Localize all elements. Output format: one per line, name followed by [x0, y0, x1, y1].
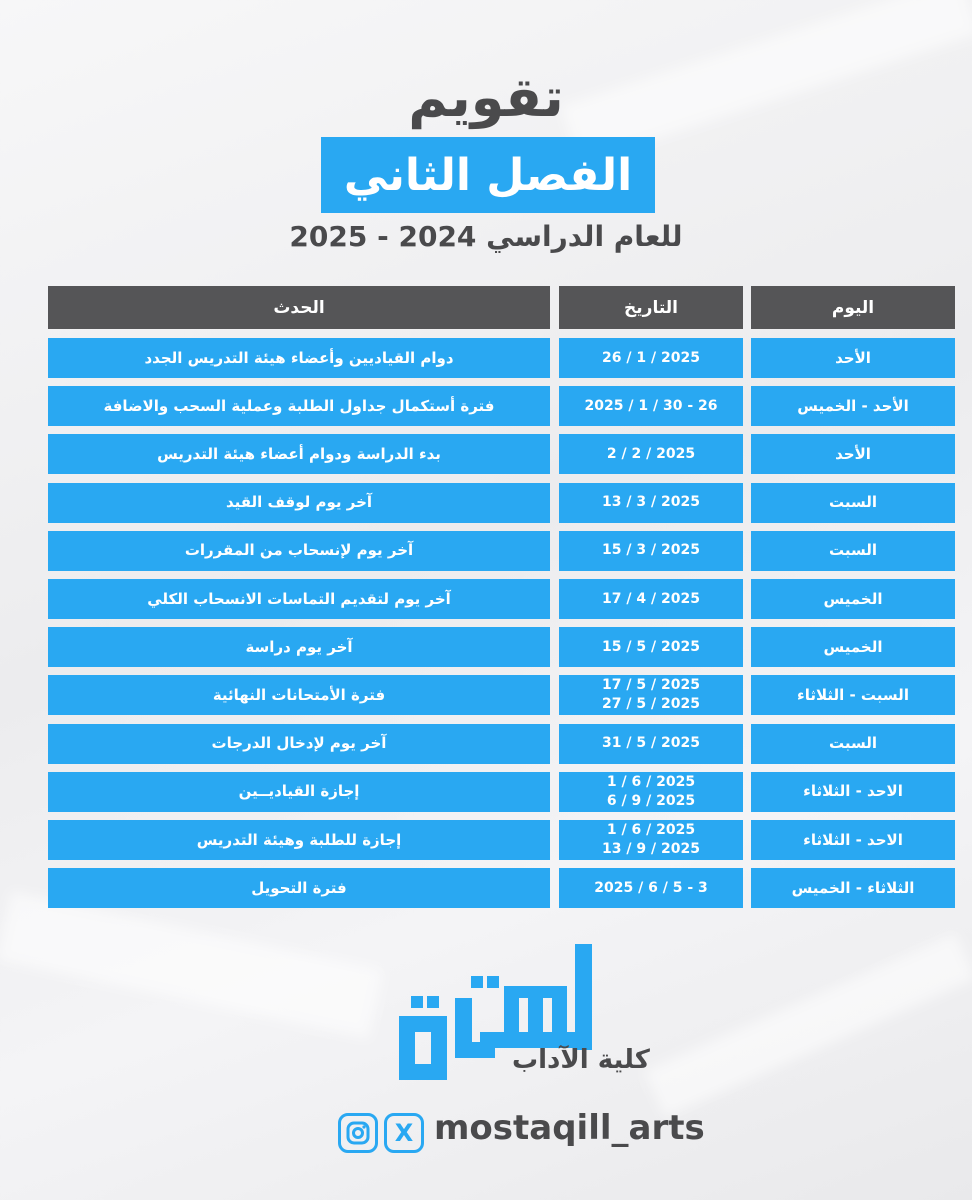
cell-date — [559, 579, 743, 619]
cell-day: الخميس — [751, 579, 955, 619]
date-line: 2025 / 9 / 6 — [606, 792, 696, 809]
cell-day: الخميس — [751, 627, 955, 667]
cell-date — [559, 868, 743, 908]
cell-date — [559, 338, 743, 378]
column-header-day: اليوم — [751, 286, 955, 329]
cell-event: دوام القياديين وأعضاء هيئة التدريس الجدد — [48, 338, 550, 378]
cell-date — [559, 627, 743, 667]
background-crease — [645, 933, 972, 1117]
cell-event: آخر يوم لإنسحاب من المقررات — [48, 531, 550, 571]
page-title: تقويم — [408, 66, 564, 129]
semester-label: الفصل الثاني — [343, 149, 633, 201]
date-line: 26 - 30 / 1 / 2025 — [584, 397, 718, 414]
cell-event: فترة التحويل — [48, 868, 550, 908]
date-line: 2025 / 1 / 26 — [602, 349, 700, 366]
cell-date — [559, 820, 743, 860]
date-line: 2025 / 9 / 13 — [602, 841, 700, 857]
table-row — [0, 724, 972, 764]
cell-event: آخر يوم لتقديم التماسات الانسحاب الكلي — [48, 579, 550, 619]
date-line: 2025 / 5 / 17 — [602, 677, 700, 694]
date-line: 2025 / 2 / 2 — [606, 445, 696, 462]
cell-date — [559, 483, 743, 523]
table-row — [0, 820, 972, 860]
cell-day: الثلاثاء - الخميس — [751, 868, 955, 908]
background-crease — [0, 891, 383, 1038]
date-line: 2025 / 6 / 1 — [606, 773, 696, 790]
cell-date — [559, 724, 743, 764]
cell-date — [559, 531, 743, 571]
date-line: 2025 / 4 / 17 — [602, 590, 700, 607]
cell-day: السبت — [751, 483, 955, 523]
instagram-icon[interactable] — [338, 1113, 378, 1153]
logo-wordmark-text: مستقلة — [491, 1085, 495, 1086]
cell-event: فترة أستكمال جداول الطلبة وعملية السحب والاضافة — [48, 386, 550, 426]
cell-day: السبت - الثلاثاء — [751, 675, 955, 715]
instagram-glyph — [341, 1116, 375, 1150]
academic-year: للعام الدراسي 2024 - 2025 — [289, 220, 683, 253]
cell-day: الاحد - الثلاثاء — [751, 820, 955, 860]
cell-event: آخر يوم لوقف القيد — [48, 483, 550, 523]
table-row — [0, 531, 972, 571]
cell-event: إجازة للطلبة وهيئة التدريس — [48, 820, 550, 860]
column-header-date: التاريخ — [559, 286, 743, 329]
table-row — [0, 772, 972, 812]
x-glyph: X — [394, 1119, 414, 1147]
table-row — [0, 868, 972, 908]
cell-event: فترة الأمتحانات النهائية — [48, 675, 550, 715]
cell-date — [559, 434, 743, 474]
date-line: 2025 / 5 / 15 — [602, 638, 700, 655]
logo-tagline: كلية الآداب — [512, 1045, 650, 1075]
table-row — [0, 338, 972, 378]
cell-date — [559, 386, 743, 426]
table-row — [0, 434, 972, 474]
table-row — [0, 675, 972, 715]
date-line: 2025 / 6 / 1 — [606, 822, 696, 838]
cell-event: آخر يوم لإدخال الدرجات — [48, 724, 550, 764]
table-row — [0, 627, 972, 667]
table-row — [0, 386, 972, 426]
social-handle[interactable]: mostaqill_arts — [434, 1108, 705, 1148]
date-line: 3 - 5 / 6 / 2025 — [594, 879, 708, 896]
cell-event: آخر يوم دراسة — [48, 627, 550, 667]
cell-day: السبت — [751, 531, 955, 571]
cell-date — [559, 772, 743, 812]
cell-event: بدء الدراسة ودوام أعضاء هيئة التدريس — [48, 434, 550, 474]
cell-day: الأحد - الخميس — [751, 386, 955, 426]
cell-day: السبت — [751, 724, 955, 764]
semester-banner — [321, 137, 655, 213]
column-header-event: الحدث — [48, 286, 550, 329]
table-row — [0, 483, 972, 523]
date-line: 2025 / 3 / 13 — [602, 494, 700, 511]
table-row — [0, 579, 972, 619]
cell-event: إجازة القياديــين — [48, 772, 550, 812]
x-icon[interactable] — [384, 1113, 424, 1153]
cell-date — [559, 675, 743, 715]
date-line: 2025 / 5 / 31 — [602, 735, 700, 752]
date-line: 2025 / 5 / 27 — [602, 696, 700, 713]
cell-day: الأحد — [751, 338, 955, 378]
cell-day: الأحد — [751, 434, 955, 474]
date-line: 2025 / 3 / 15 — [602, 542, 700, 559]
cell-day: الاحد - الثلاثاء — [751, 772, 955, 812]
